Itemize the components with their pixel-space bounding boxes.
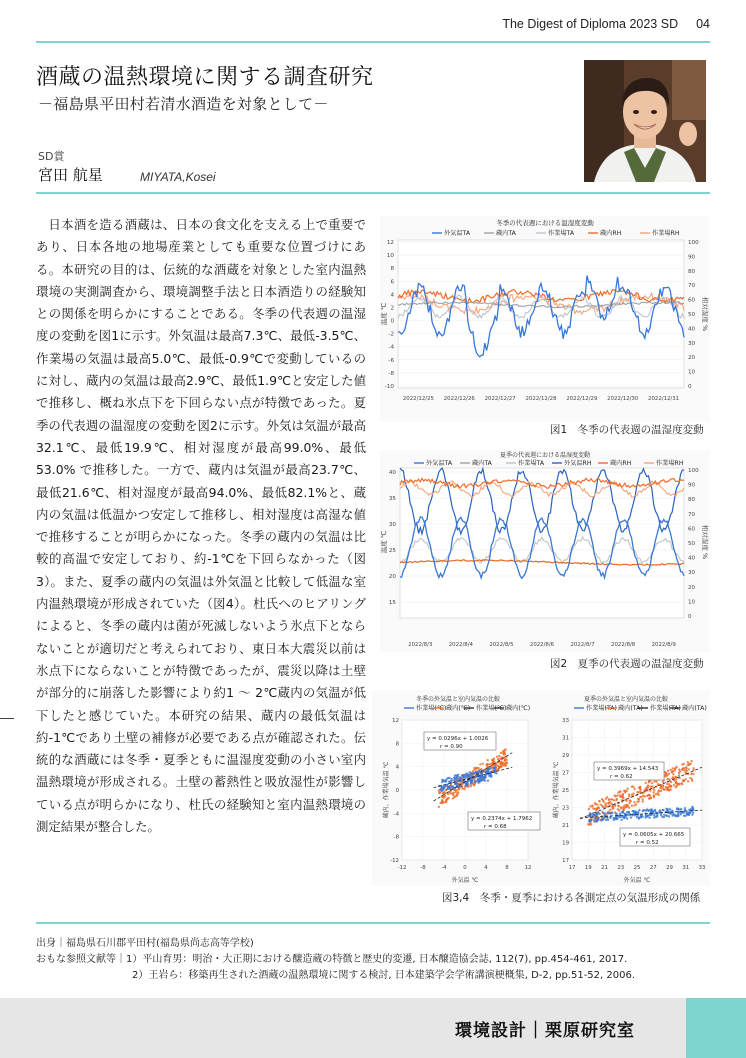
fig1-y-left-tick-label: 8 xyxy=(390,266,394,273)
fig1-date-label: 2022/12/28 xyxy=(525,396,557,402)
running-header xyxy=(36,17,710,31)
fig4-x-tick: 33 xyxy=(698,865,706,871)
fig4-legend xyxy=(574,704,707,712)
body-paragraph: 日本酒を造る酒蔵は、日本の食文化を支える上で重要であり、日本各地の地場産業としても重要な位置づけにある。本研究の目的は、伝統的な酒蔵を対象とした室内温熱環境の実測調査から、環境調整手法と日本酒造りの経験知との関係を明らかにすることである。冬季の代表週の温湿度の変動を図1に示す。外気温は最高7.3℃、最低-3.5℃、作業場の気温は最高5.0℃、最低-0.9℃で変動しているのに対し、蔵内の気温は最高2.9℃、最低1.9℃と安定した値で推移し、概ね氷点下を下回らない点が特徴であった。夏季の代表週の温湿度の変動を図2に示す。外気は気温が最高32.1℃、最低19.9℃、相対湿度が最高99.0%、最低53.0% で推移した。一方で、蔵内は気温が最高23.7℃、最低21.6℃、相対湿度が最高94.0%、最低82.1%と、蔵内の気温は低温かつ安定して推移し、相対湿度は高湿な値で推移することが明らかになった。冬季の蔵内の気温は比較的高温で安定しており、約-1℃を下回らなかった（図3）。また、夏季の蔵内の気温は外気温と比較して低温な室内温熱環境が形成されていた（図4）。杜氏へのヒアリングによると、冬季の蔵内は菌が死滅しないよう氷点下とならないことが適切だと考えられており、東日本大震災以前は氷点下にならないことが特徴であったが、震災以降は土壁が部分的に崩落した影響により約1 ～ 2℃蔵内の気温が低下したと感じていた。本研究の結果、蔵内の最低気温は約-1℃であり土壁の補修が必要である点が確認された。伝統的な酒蔵には冬季・夏季ともに温湿度変動の小さい室内温熱環境が形成される。土壁の蓄熱性と吸放湿性が影響している点が明らかになり、杜氏の経験知と室内温熱環境の測定結果が整合した。 xyxy=(36,217,366,835)
fig1-y-right-label: 相対湿度 % xyxy=(701,296,709,332)
fig2-y-right-tick-label: 60 xyxy=(688,526,696,533)
fig1-y-left-label: 温度 ℃ xyxy=(380,302,388,326)
fig1-y-left-tick-label: -2 xyxy=(388,331,394,338)
fig2-y-right-tick-label: 10 xyxy=(688,599,696,606)
fig2-legend-label: 外気温RH xyxy=(564,460,592,467)
fig2-y-left-tick-label: 30 xyxy=(388,522,396,528)
fig4-y-tick: 31 xyxy=(562,735,569,742)
fig1-legend-label: 外気温TA xyxy=(444,230,471,237)
footer-reference-2: 2）王岩ら：移築再生された酒蔵の温熱環境に関する検討, 日本建築学会学術講演梗概集, D-2, pp.51-52, 2006. xyxy=(132,970,636,981)
body-text xyxy=(36,214,366,838)
fig4-chart-title: 夏季の外気温と室内気温の比較 xyxy=(583,696,669,703)
award-label: SD賞 xyxy=(38,150,65,163)
fig4-y-tick: 25 xyxy=(562,788,569,794)
fig3-y-tick: -8 xyxy=(393,834,399,841)
fig4-x-label: 外気温 ℃ xyxy=(623,877,651,884)
fig4-y-tick: 17 xyxy=(562,858,569,864)
fig1-y-right-tick-label: 0 xyxy=(688,384,692,390)
fig3-r-bottom: r = 0.68 xyxy=(484,824,507,830)
fig2-y-right-tick-label: 50 xyxy=(688,541,696,547)
fig2-legend-label: 蔵内TA xyxy=(472,460,492,467)
fig4-x-tick: 31 xyxy=(682,865,690,871)
fig2-y-right-tick-label: 70 xyxy=(688,511,696,518)
fig2-date-label: 2022/8/4 xyxy=(448,642,473,648)
publication-title: The Digest of Diploma 2023 SD xyxy=(502,17,679,31)
footer-reference-1: おもな参照文献等｜1）平山育男：明治・大正期における醸造蔵の特徴と歴史的変遷, 日本醸造協会誌, 112(7), pp.454-461, 2017. xyxy=(36,954,628,965)
fig4-x-tick: 17 xyxy=(568,865,576,871)
fig1-y-left-tick-label: 4 xyxy=(390,292,394,299)
fig2-y-right-tick-label: 100 xyxy=(688,468,699,474)
fig3-eq-top-box xyxy=(424,732,496,750)
figure-2 xyxy=(380,450,710,652)
fig3-y-tick: 12 xyxy=(392,718,399,724)
fig2-y-left-tick-label: 20 xyxy=(388,574,396,580)
fig3-x-tick: 0 xyxy=(463,865,467,871)
fig1-date-label: 2022/12/27 xyxy=(484,396,516,402)
footer-source: 出身｜福島県石川郡平田村(福島県尚志高等学校) xyxy=(36,938,254,949)
fig2-y-right-label: 相対湿度 % xyxy=(701,524,709,560)
fig4-y-tick: 23 xyxy=(562,805,569,812)
bottom-accent xyxy=(686,998,746,1058)
fig1-date-label: 2022/12/25 xyxy=(402,396,434,402)
fig2-date-label: 2022/8/7 xyxy=(570,642,595,648)
fig4-r-top: r = 0.62 xyxy=(610,774,633,780)
fig2-legend-label: 作業場TA xyxy=(518,460,545,467)
fig2-legend-label: 蔵内RH xyxy=(610,460,632,467)
fig3-y-tick: 4 xyxy=(395,764,399,771)
fig4-eq-top: y = 0.3969x + 14.543 xyxy=(597,766,659,772)
fig2-chart-title: 夏季の代表週における温湿度変動 xyxy=(499,452,591,459)
fig2-legend xyxy=(414,459,684,467)
fig4-y-tick: 29 xyxy=(562,753,569,759)
fig4-y-tick: 33 xyxy=(562,718,569,724)
fig1-y-right-tick-label: 60 xyxy=(688,297,696,304)
fig1-y-left-tick-label: -4 xyxy=(388,344,394,351)
fig1-legend-label: 作業場TA xyxy=(548,230,575,237)
fig1-date-label: 2022/12/26 xyxy=(443,396,475,402)
fig4-y-label: 蔵内、作業場気温 ℃ xyxy=(553,761,560,819)
fig4-x-tick: 25 xyxy=(633,865,641,871)
fig2-date-label: 2022/8/3 xyxy=(408,642,433,648)
fig4-y-tick: 19 xyxy=(562,840,569,847)
figure-1-caption: 図1 冬季の代表週の温湿度変動 xyxy=(550,424,704,436)
margin-mark xyxy=(0,718,14,719)
fig3-y-tick: 0 xyxy=(395,788,399,794)
fig3-x-tick: 8 xyxy=(505,865,509,871)
fig2-legend-label: 外気温TA xyxy=(426,460,453,467)
fig1-legend-label: 作業場RH xyxy=(652,230,680,237)
fig1-date-label: 2022/12/30 xyxy=(607,396,639,402)
fig4-x-tick: 19 xyxy=(584,865,592,871)
fig1-date-label: 2022/12/29 xyxy=(566,396,598,402)
fig3-x-tick: 12 xyxy=(524,865,532,871)
fig1-y-left-tick-label: -6 xyxy=(388,357,394,364)
fig2-date-label: 2022/8/6 xyxy=(529,642,555,648)
fig1-y-right-tick-label: 30 xyxy=(688,340,696,347)
figure-3-4-caption: 図3,4 冬季・夏季における各測定点の気温形成の関係 xyxy=(442,892,701,904)
author-photo xyxy=(584,60,706,182)
author-name-en: MIYATA,Kosei xyxy=(140,170,216,184)
figure-2-caption: 図2 夏季の代表週の温湿度変動 xyxy=(550,658,704,670)
fig2-y-right-tick-label: 80 xyxy=(688,497,696,504)
fig3-eq-top: y = 0.0296x + 1.0026 xyxy=(427,736,489,742)
fig2-y-left-tick-label: 15 xyxy=(388,600,396,606)
paper-subtitle: －福島県平田村若清水酒造を対象として－ xyxy=(38,95,329,113)
fig3-y-tick: -12 xyxy=(390,858,399,864)
fig4-eq-top-box xyxy=(594,762,664,780)
header-rule xyxy=(36,41,710,43)
fig1-y-left-tick-label: -10 xyxy=(384,384,394,390)
fig4-y-tick: 21 xyxy=(562,823,569,829)
fig2-y-right-tick-label: 30 xyxy=(688,570,696,577)
footer-rule xyxy=(36,922,710,924)
fig2-y-left-label: 温度 ℃ xyxy=(380,530,388,554)
fig3-x-tick: -12 xyxy=(397,865,407,871)
fig1-y-left-tick-label: 2 xyxy=(390,305,394,312)
fig2-date-label: 2022/8/5 xyxy=(489,642,514,648)
fig1-y-right-tick-label: 100 xyxy=(688,240,699,246)
paper-title: 酒蔵の温熱環境に関する調査研究 xyxy=(36,65,374,90)
fig3-y-tick: 8 xyxy=(395,741,399,748)
fig3-eq-bottom: y = 0.2374x + 1.7962 xyxy=(471,816,533,822)
fig3-x-tick: 4 xyxy=(484,865,488,871)
fig3-eq-bottom-box xyxy=(468,812,540,830)
fig1-y-right-tick-label: 80 xyxy=(688,268,696,275)
fig1-legend-label: 蔵内TA xyxy=(496,230,516,237)
fig4-legend-label: 作業場(TA) xyxy=(586,705,617,712)
fig1-y-right-tick-label: 50 xyxy=(688,312,696,318)
fig3-legend-label: 作業場(℃) xyxy=(416,705,447,712)
fig3-legend xyxy=(404,704,530,712)
fig4-eq-bottom-box xyxy=(620,828,690,846)
fig3-y-tick: -4 xyxy=(393,811,399,818)
fig4-x-tick: 29 xyxy=(666,865,673,871)
figure-3-4 xyxy=(372,690,710,886)
fig3-x-tick: -8 xyxy=(420,865,426,871)
fig3-y-label: 蔵内、作業場気温 ℃ xyxy=(383,761,390,819)
fig3-chart-title: 冬季の外気温と室内気温の比較 xyxy=(415,696,501,703)
fig1-legend-label: 蔵内RH xyxy=(600,230,622,237)
fig3-r-top: r = 0.90 xyxy=(440,744,463,750)
fig1-y-right-tick-label: 90 xyxy=(688,254,696,261)
fig2-y-right-tick-label: 0 xyxy=(688,614,692,620)
fig1-y-right-tick-label: 40 xyxy=(688,326,696,333)
fig2-y-left-tick-label: 40 xyxy=(388,470,396,476)
fig2-y-left-tick-label: 25 xyxy=(388,548,396,554)
fig1-date-label: 2022/12/31 xyxy=(648,396,680,402)
fig2-y-right-tick-label: 20 xyxy=(688,584,696,591)
figure-1 xyxy=(380,216,710,422)
fig1-y-left-tick-label: 6 xyxy=(390,279,394,286)
fig1-y-right-tick-label: 10 xyxy=(688,369,696,376)
fig4-y-tick: 27 xyxy=(562,770,569,777)
fig4-legend-label: 蔵内(TA) xyxy=(618,705,643,712)
fig4-legend-label: 作業場(TA) xyxy=(650,705,681,712)
fig4-eq-bottom: y = 0.0605x + 20.665 xyxy=(623,832,685,838)
fig1-chart-title: 冬季の代表週における温湿度変動 xyxy=(496,219,594,227)
fig4-legend-label: 蔵内(TA) xyxy=(682,705,707,712)
fig1-y-left-tick-label: 0 xyxy=(390,318,394,325)
fig2-y-right-tick-label: 40 xyxy=(688,555,696,562)
fig2-y-right-tick-label: 90 xyxy=(688,482,696,489)
fig3-legend-label: 蔵内(℃) xyxy=(446,705,471,712)
fig3-x-tick: -4 xyxy=(441,865,447,871)
fig1-legend xyxy=(432,229,680,237)
page-number: 04 xyxy=(696,17,710,31)
fig4-x-tick: 23 xyxy=(617,865,625,871)
fig1-y-left-tick-label: 12 xyxy=(386,240,394,246)
fig3-x-label: 外気温 ℃ xyxy=(451,877,479,884)
fig1-y-right-tick-label: 20 xyxy=(688,355,696,362)
fig2-date-label: 2022/8/9 xyxy=(651,642,676,648)
fig1-y-right-tick-label: 70 xyxy=(688,283,696,290)
fig3-legend-label: 作業場(℃) xyxy=(476,705,507,712)
lab-name: 環境設計｜栗原研究室 xyxy=(455,1021,635,1041)
author-name: 宮田 航星 xyxy=(38,166,103,184)
fig4-r-bottom: r = 0.52 xyxy=(636,840,659,846)
fig4-x-tick: 21 xyxy=(601,865,608,871)
fig2-date-label: 2022/8/8 xyxy=(611,642,636,648)
fig2-y-left-tick-label: 35 xyxy=(388,496,396,502)
fig1-y-left-tick-label: 10 xyxy=(386,253,394,260)
fig1-y-left-tick-label: -8 xyxy=(388,370,394,377)
fig4-x-tick: 27 xyxy=(649,865,657,871)
fig3-legend-label: 蔵内(℃) xyxy=(506,705,531,712)
fig2-legend-label: 作業場RH xyxy=(656,460,684,467)
title-rule xyxy=(36,192,710,194)
